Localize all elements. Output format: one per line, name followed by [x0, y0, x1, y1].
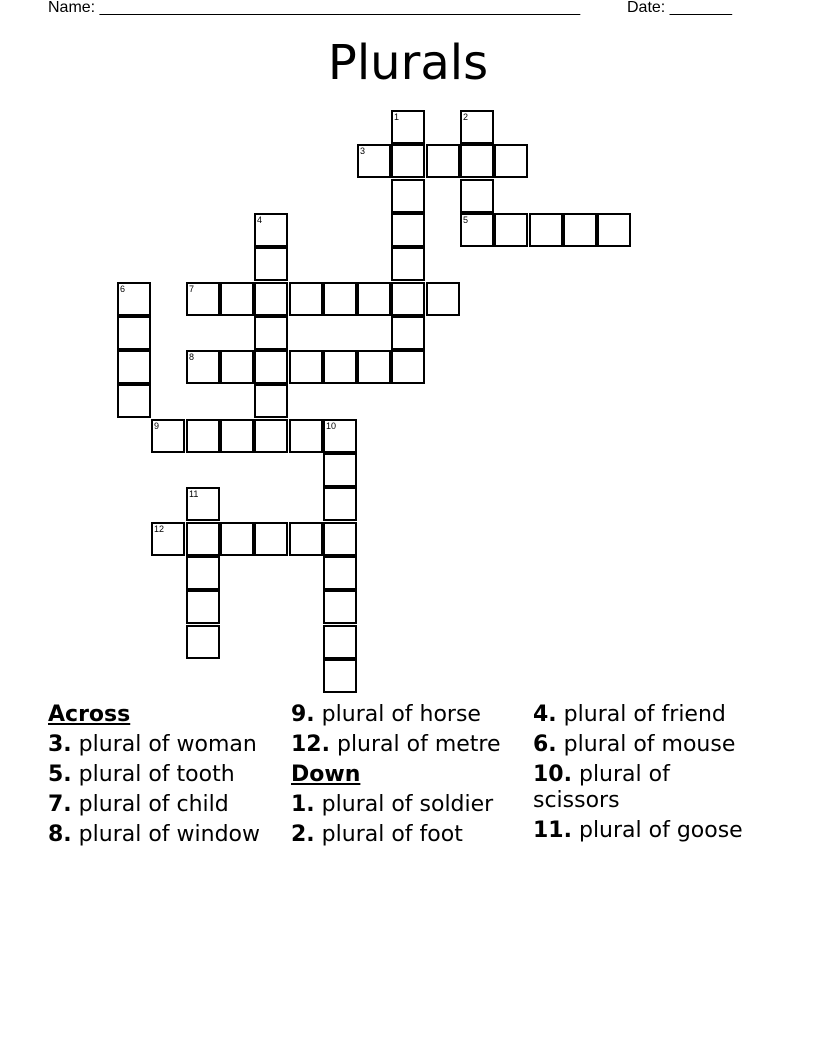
crossword-cell[interactable]: [254, 213, 288, 247]
clue-down-4: [533, 702, 759, 728]
cell-number: 11: [189, 489, 199, 499]
clue-text: plural of soldier: [321, 792, 494, 817]
clue-text: plural of foot: [321, 822, 463, 847]
clue-text: plural of child: [78, 792, 229, 817]
crossword-cell[interactable]: [323, 453, 357, 487]
across-heading: Across: [48, 702, 131, 727]
crossword-cell[interactable]: [289, 350, 323, 384]
crossword-cell[interactable]: [151, 522, 185, 556]
crossword-cell[interactable]: [220, 350, 254, 384]
clue-number: 2.: [291, 822, 315, 847]
crossword-cell[interactable]: [426, 144, 460, 178]
crossword-cell[interactable]: [597, 213, 631, 247]
crossword-cell[interactable]: [460, 144, 494, 178]
crossword-cell[interactable]: [186, 522, 220, 556]
crossword-cell[interactable]: [254, 522, 288, 556]
clue-text: plural of tooth: [78, 762, 235, 787]
crossword-cell[interactable]: [323, 590, 357, 624]
crossword-cell[interactable]: [323, 659, 357, 693]
crossword-cell[interactable]: [391, 350, 425, 384]
date-field[interactable]: Date: _______: [627, 0, 732, 16]
clues-column-3: [533, 702, 759, 848]
crossword-cell[interactable]: [289, 419, 323, 453]
crossword-cell[interactable]: [254, 350, 288, 384]
crossword-cell[interactable]: [323, 556, 357, 590]
cell-number: 3: [360, 146, 366, 156]
crossword-cell[interactable]: [186, 625, 220, 659]
crossword-cell[interactable]: [323, 625, 357, 659]
clue-text: plural of mouse: [563, 732, 736, 757]
crossword-cell[interactable]: [357, 282, 391, 316]
clue-number: 1.: [291, 792, 315, 817]
clue-number: 10.: [533, 762, 572, 787]
crossword-cell[interactable]: [186, 350, 220, 384]
crossword-cell[interactable]: [391, 282, 425, 316]
clue-text: plural of scissors: [533, 762, 670, 813]
crossword-cell[interactable]: [117, 384, 151, 418]
cell-number: 12: [154, 524, 165, 534]
crossword-cell[interactable]: [117, 282, 151, 316]
name-field[interactable]: Name: ______________________________________________________: [48, 0, 581, 16]
crossword-cell[interactable]: [186, 556, 220, 590]
crossword-cell[interactable]: [494, 144, 528, 178]
crossword-cell[interactable]: [460, 179, 494, 213]
cell-number: 9: [154, 421, 160, 431]
clue-across-7: [48, 792, 274, 818]
crossword-cell[interactable]: [391, 179, 425, 213]
crossword-cell[interactable]: [391, 144, 425, 178]
clue-text: plural of woman: [78, 732, 257, 757]
crossword-cell[interactable]: [289, 282, 323, 316]
cell-number: 8: [189, 352, 195, 362]
clue-across-9: [291, 702, 521, 728]
cell-number: 5: [463, 215, 469, 225]
clue-number: 3.: [48, 732, 72, 757]
crossword-cell[interactable]: [186, 419, 220, 453]
crossword-cell[interactable]: [186, 282, 220, 316]
crossword-cell[interactable]: [254, 282, 288, 316]
clue-down-1: [291, 792, 521, 818]
clue-text: plural of goose: [578, 818, 743, 843]
clue-number: 4.: [533, 702, 557, 727]
clue-text: plural of horse: [321, 702, 481, 727]
cell-number: 10: [326, 421, 337, 431]
clues-column-2: [291, 702, 521, 852]
crossword-cell[interactable]: [460, 213, 494, 247]
clue-number: 8.: [48, 822, 72, 847]
crossword-cell[interactable]: [254, 316, 288, 350]
crossword-cell[interactable]: [151, 419, 185, 453]
crossword-cell[interactable]: [117, 316, 151, 350]
crossword-cell[interactable]: [426, 282, 460, 316]
clue-across-3: [48, 732, 274, 758]
clues-column-1: [48, 702, 274, 852]
crossword-cell[interactable]: [391, 213, 425, 247]
crossword-cell[interactable]: [323, 487, 357, 521]
crossword-cell[interactable]: [391, 110, 425, 144]
crossword-cell[interactable]: [254, 419, 288, 453]
clue-text: plural of friend: [563, 702, 726, 727]
crossword-cell[interactable]: [357, 350, 391, 384]
clue-text: plural of metre: [336, 732, 501, 757]
crossword-cell[interactable]: [323, 522, 357, 556]
clue-down-2: [291, 822, 521, 848]
clue-across-5: [48, 762, 274, 788]
crossword-cell[interactable]: [357, 144, 391, 178]
crossword-cell[interactable]: [220, 522, 254, 556]
crossword-cell[interactable]: [460, 110, 494, 144]
cell-number: 4: [257, 215, 263, 225]
crossword-cell[interactable]: [254, 247, 288, 281]
clue-number: 12.: [291, 732, 330, 757]
clue-text: plural of window: [78, 822, 260, 847]
clue-number: 5.: [48, 762, 72, 787]
clue-number: 9.: [291, 702, 315, 727]
crossword-cell[interactable]: [323, 282, 357, 316]
cell-number: 2: [463, 112, 469, 122]
crossword-cell[interactable]: [289, 522, 323, 556]
crossword-cell[interactable]: [254, 384, 288, 418]
cell-number: 6: [120, 284, 126, 294]
cell-number: 7: [189, 284, 195, 294]
crossword-cell[interactable]: [494, 213, 528, 247]
crossword-cell[interactable]: [220, 419, 254, 453]
clue-number: 7.: [48, 792, 72, 817]
clue-number: 6.: [533, 732, 557, 757]
crossword-cell[interactable]: [186, 590, 220, 624]
crossword-cell[interactable]: [117, 350, 151, 384]
crossword-cell[interactable]: [186, 487, 220, 521]
crossword-cell[interactable]: [391, 247, 425, 281]
cell-number: 1: [394, 112, 400, 122]
clue-down-11: [533, 818, 759, 844]
crossword-cell[interactable]: [323, 419, 357, 453]
crossword-cell[interactable]: [220, 282, 254, 316]
page-title: Plurals: [327, 35, 489, 91]
clue-down-6: [533, 732, 759, 758]
clue-across-12: [291, 732, 521, 758]
crossword-cell[interactable]: [529, 213, 563, 247]
clue-number: 11.: [533, 818, 572, 843]
crossword-cell[interactable]: [391, 316, 425, 350]
clue-across-8: [48, 822, 274, 848]
crossword-cell[interactable]: [323, 350, 357, 384]
crossword-cell[interactable]: [563, 213, 597, 247]
down-heading: Down: [291, 762, 361, 787]
clue-down-10: [533, 762, 759, 814]
